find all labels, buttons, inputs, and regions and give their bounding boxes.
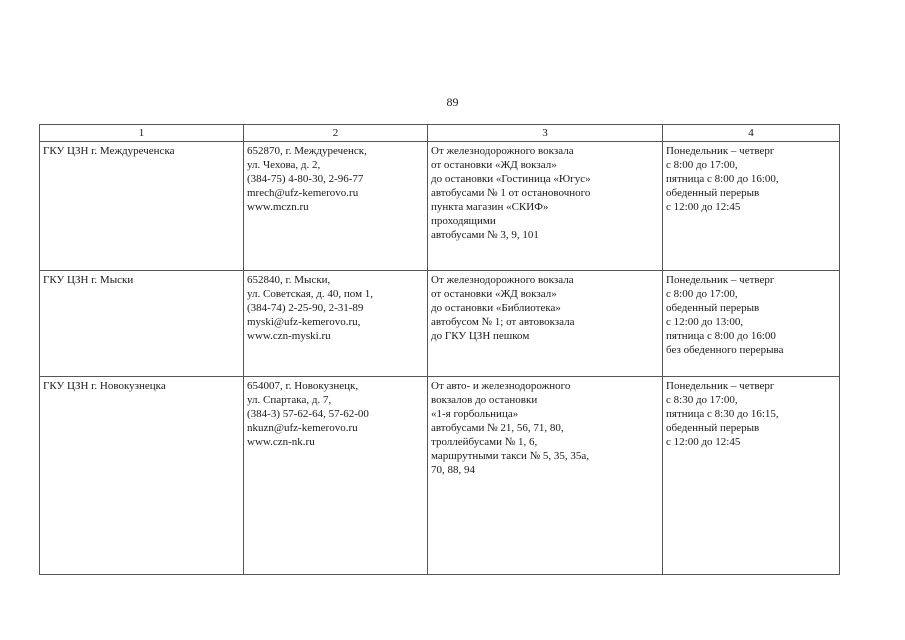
route-line: до остановки «Библиотека» — [431, 302, 561, 314]
route-line: 70, 88, 94 — [431, 464, 475, 476]
route-line: От железнодорожного вокзала — [431, 274, 574, 286]
website-line: www.mczn.ru — [247, 201, 309, 213]
hours-line: без обеденного перерыва — [666, 344, 784, 356]
website-line: www.czn-myski.ru — [247, 330, 331, 342]
hours-line: Понедельник – четверг — [666, 380, 775, 392]
contact-table — [39, 124, 840, 575]
hours-line: пятница с 8:00 до 16:00, — [666, 173, 779, 185]
column-header-4: 4 — [663, 125, 840, 142]
header-row — [40, 125, 840, 142]
hours-cell — [663, 142, 840, 271]
route-line: до ГКУ ЦЗН пешком — [431, 330, 530, 342]
page-number: 89 — [446, 95, 459, 109]
column-header-1: 1 — [40, 125, 244, 142]
hours-line: с 12:00 до 13:00, — [666, 316, 744, 328]
hours-line: Понедельник – четверг — [666, 274, 775, 286]
hours-line: с 8:30 до 17:00, — [666, 394, 738, 406]
address-line: 654007, г. Новокузнецк, — [247, 380, 359, 392]
route-cell — [428, 142, 663, 271]
table-row — [40, 142, 840, 271]
phone-line: (384-74) 2-25-90, 2-31-89 — [247, 302, 364, 314]
email-line: mrech@ufz-kemerovo.ru — [247, 187, 359, 199]
contact-cell — [244, 142, 428, 271]
website-line: www.czn-nk.ru — [247, 436, 315, 448]
hours-line: пятница с 8:00 до 16:00 — [666, 330, 776, 342]
route-line: От железнодорожного вокзала — [431, 145, 574, 157]
street-line: ул. Советская, д. 40, пом 1, — [247, 288, 374, 300]
contact-cell — [244, 271, 428, 377]
route-line: «1-я горбольница» — [431, 408, 519, 420]
office-name: ГКУ ЦЗН г. Мыски — [43, 274, 134, 286]
table-row — [40, 377, 840, 575]
route-cell — [428, 377, 663, 575]
hours-cell — [663, 377, 840, 575]
column-header-2: 2 — [244, 125, 428, 142]
hours-line: с 8:00 до 17:00, — [666, 288, 738, 300]
office-name: ГКУ ЦЗН г. Междуреченска — [43, 145, 175, 157]
email-line: nkuzn@ufz-kemerovo.ru — [247, 422, 358, 434]
hours-line: Понедельник – четверг — [666, 145, 775, 157]
hours-line: обеденный перерыв — [666, 422, 760, 434]
street-line: ул. Чехова, д. 2, — [247, 159, 321, 171]
route-line: пункта магазин «СКИФ» — [431, 201, 549, 213]
office-name: ГКУ ЦЗН г. Новокузнецка — [43, 380, 166, 392]
hours-line: с 12:00 до 12:45 — [666, 201, 741, 213]
route-line: автобусами № 1 от остановочного — [431, 187, 591, 199]
hours-line: пятница с 8:30 до 16:15, — [666, 408, 779, 420]
route-line: автобусом № 1; от автовокзала — [431, 316, 575, 328]
route-line: проходящими — [431, 215, 496, 227]
route-line: От авто- и железнодорожного — [431, 380, 571, 392]
hours-line: обеденный перерыв — [666, 302, 760, 314]
hours-line: обеденный перерыв — [666, 187, 760, 199]
hours-line: с 8:00 до 17:00, — [666, 159, 738, 171]
address-line: 652870, г. Междуреченск, — [247, 145, 367, 157]
contact-cell — [244, 377, 428, 575]
hours-cell — [663, 271, 840, 377]
route-line: автобусами № 3, 9, 101 — [431, 229, 539, 241]
email-line: myski@ufz-kemerovo.ru, — [247, 316, 361, 328]
hours-line: с 12:00 до 12:45 — [666, 436, 741, 448]
phone-line: (384-75) 4-80-30, 2-96-77 — [247, 173, 364, 185]
route-cell — [428, 271, 663, 377]
route-line: троллейбусами № 1, 6, — [431, 436, 538, 448]
phone-line: (384-3) 57-62-64, 57-62-00 — [247, 408, 369, 420]
table-row — [40, 271, 840, 377]
office-name-cell — [40, 142, 244, 271]
route-line: до остановки «Гостиница «Югус» — [431, 173, 591, 185]
address-line: 652840, г. Мыски, — [247, 274, 331, 286]
route-line: автобусами № 21, 56, 71, 80, — [431, 422, 564, 434]
street-line: ул. Спартака, д. 7, — [247, 394, 332, 406]
route-line: маршрутными такси № 5, 35, 35а, — [431, 450, 590, 462]
office-name-cell — [40, 271, 244, 377]
column-header-3: 3 — [428, 125, 663, 142]
office-name-cell — [40, 377, 244, 575]
route-line: вокзалов до остановки — [431, 394, 538, 406]
route-line: от остановки «ЖД вокзал» — [431, 288, 557, 300]
route-line: от остановки «ЖД вокзал» — [431, 159, 557, 171]
